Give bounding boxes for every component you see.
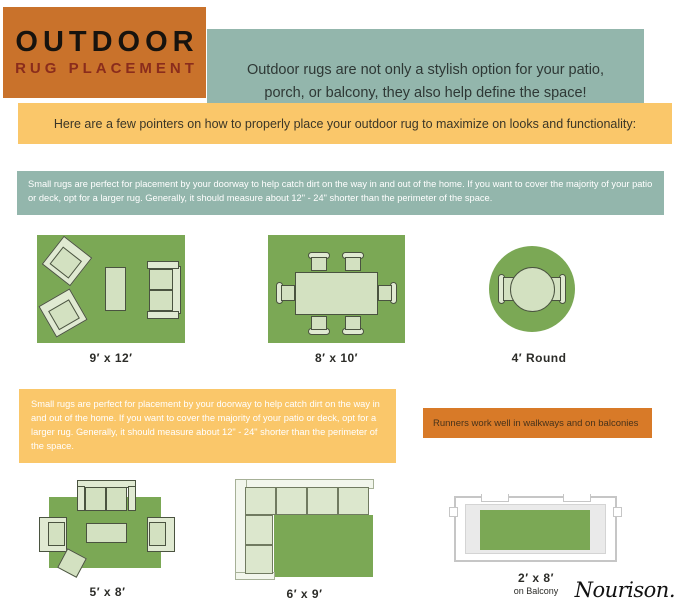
dining-chair-icon — [308, 315, 330, 335]
loveseat-icon — [77, 480, 136, 512]
loveseat-cushion — [106, 487, 127, 511]
rug-6x9 — [274, 515, 373, 577]
dining-chair-icon — [342, 252, 364, 272]
sectional-cushion — [338, 487, 369, 515]
intro-text: Outdoor rugs are not only a stylish option for your patio, porch, or balcony, they also help define the space! — [246, 62, 605, 101]
dining-table-icon — [295, 272, 378, 315]
pointers-banner — [18, 103, 672, 144]
loveseat-cushion — [149, 269, 173, 290]
nourison-logo: Nourison. — [574, 578, 675, 602]
armchair-icon — [147, 517, 175, 552]
sectional-cushion — [276, 487, 307, 515]
round-table-icon — [510, 267, 555, 312]
diagram-rug-6x9 — [235, 479, 374, 580]
runners-text: Runners work well in walkways and on balconies — [433, 417, 639, 429]
diagram-runner-2x8 — [451, 494, 621, 564]
rug-size-label: 6′ x 9′ — [286, 587, 323, 601]
loveseat-arm — [128, 486, 136, 511]
balcony-rail-post — [449, 507, 458, 517]
coffee-table-icon — [105, 267, 126, 311]
sectional-cushion — [245, 487, 276, 515]
diagram-rug-9x12 — [37, 235, 185, 343]
loveseat-arm — [77, 486, 85, 511]
loveseat-icon — [147, 261, 181, 319]
rug-size-label: 8′ x 10′ — [314, 351, 359, 365]
diagram-rug-5x8 — [35, 479, 180, 579]
dining-chair-icon — [308, 252, 330, 272]
tip-small-rugs-bottom-text: Small rugs are perfect for placement by your doorway to help catch dirt on the way in and out of the home. If you want to cover the majority of your patio or deck, opt for a larger rug. Generally, it should measure about 12" - 24" shorter than the perimeter of the space. — [31, 399, 380, 451]
armchair-icon — [38, 288, 87, 337]
diagram-rug-8x10 — [268, 235, 405, 343]
chair-seat — [345, 316, 361, 330]
chair-seat — [311, 316, 327, 330]
rug-size-label: 2′ x 8′ — [518, 571, 554, 585]
rug-size-label: 5′ x 8′ — [89, 585, 126, 599]
page-subtitle: RUG PLACEMENT — [15, 60, 198, 78]
chair-seat — [311, 257, 327, 271]
armchair-icon — [39, 517, 67, 552]
coffee-table-icon — [86, 523, 127, 543]
title-block — [3, 7, 206, 98]
page-title: OUTDOOR — [15, 26, 199, 58]
balcony-rail-bracket — [481, 494, 509, 502]
loveseat-arm — [147, 311, 179, 319]
rug-size-label: 4′ Round — [511, 351, 567, 365]
dining-chair-icon — [342, 315, 364, 335]
dining-chair-icon — [377, 282, 397, 304]
tip-small-rugs-top — [17, 171, 664, 215]
balcony-rail-post — [613, 507, 622, 517]
tip-small-rugs-top-text: Small rugs are perfect for placement by your doorway to help catch dirt on the way in and out of the home. If you want to cover the majority of your patio or deck, opt for a larger rug. Generally, it should measure about 12" - 24" shorter than the perimeter of the space. — [28, 179, 653, 203]
chair-seat — [345, 257, 361, 271]
sectional-cushion — [245, 515, 273, 545]
loveseat-cushion — [85, 487, 106, 511]
loveseat-back — [172, 266, 181, 314]
runners-banner — [423, 408, 652, 438]
armchair-icon — [42, 236, 93, 287]
loveseat-arm — [147, 261, 179, 269]
sectional-cushion — [307, 487, 338, 515]
tip-small-rugs-bottom — [19, 389, 396, 463]
dining-chair-icon — [276, 282, 296, 304]
armchair-cushion — [149, 522, 166, 546]
rug-size-sublabel: on Balcony — [513, 586, 559, 596]
runner-rug — [480, 510, 590, 550]
rug-size-label: 9′ x 12′ — [89, 351, 133, 365]
armchair-cushion — [48, 522, 65, 546]
chair-seat — [281, 285, 295, 301]
balcony-rail-bracket — [563, 494, 591, 502]
chair-seat — [378, 285, 392, 301]
diagram-rug-4round — [489, 246, 575, 332]
loveseat-cushion — [149, 290, 173, 311]
pointers-text: Here are a few pointers on how to properly place your outdoor rug to maximize on looks and functionality: — [53, 116, 637, 131]
sectional-cushion — [245, 545, 273, 574]
